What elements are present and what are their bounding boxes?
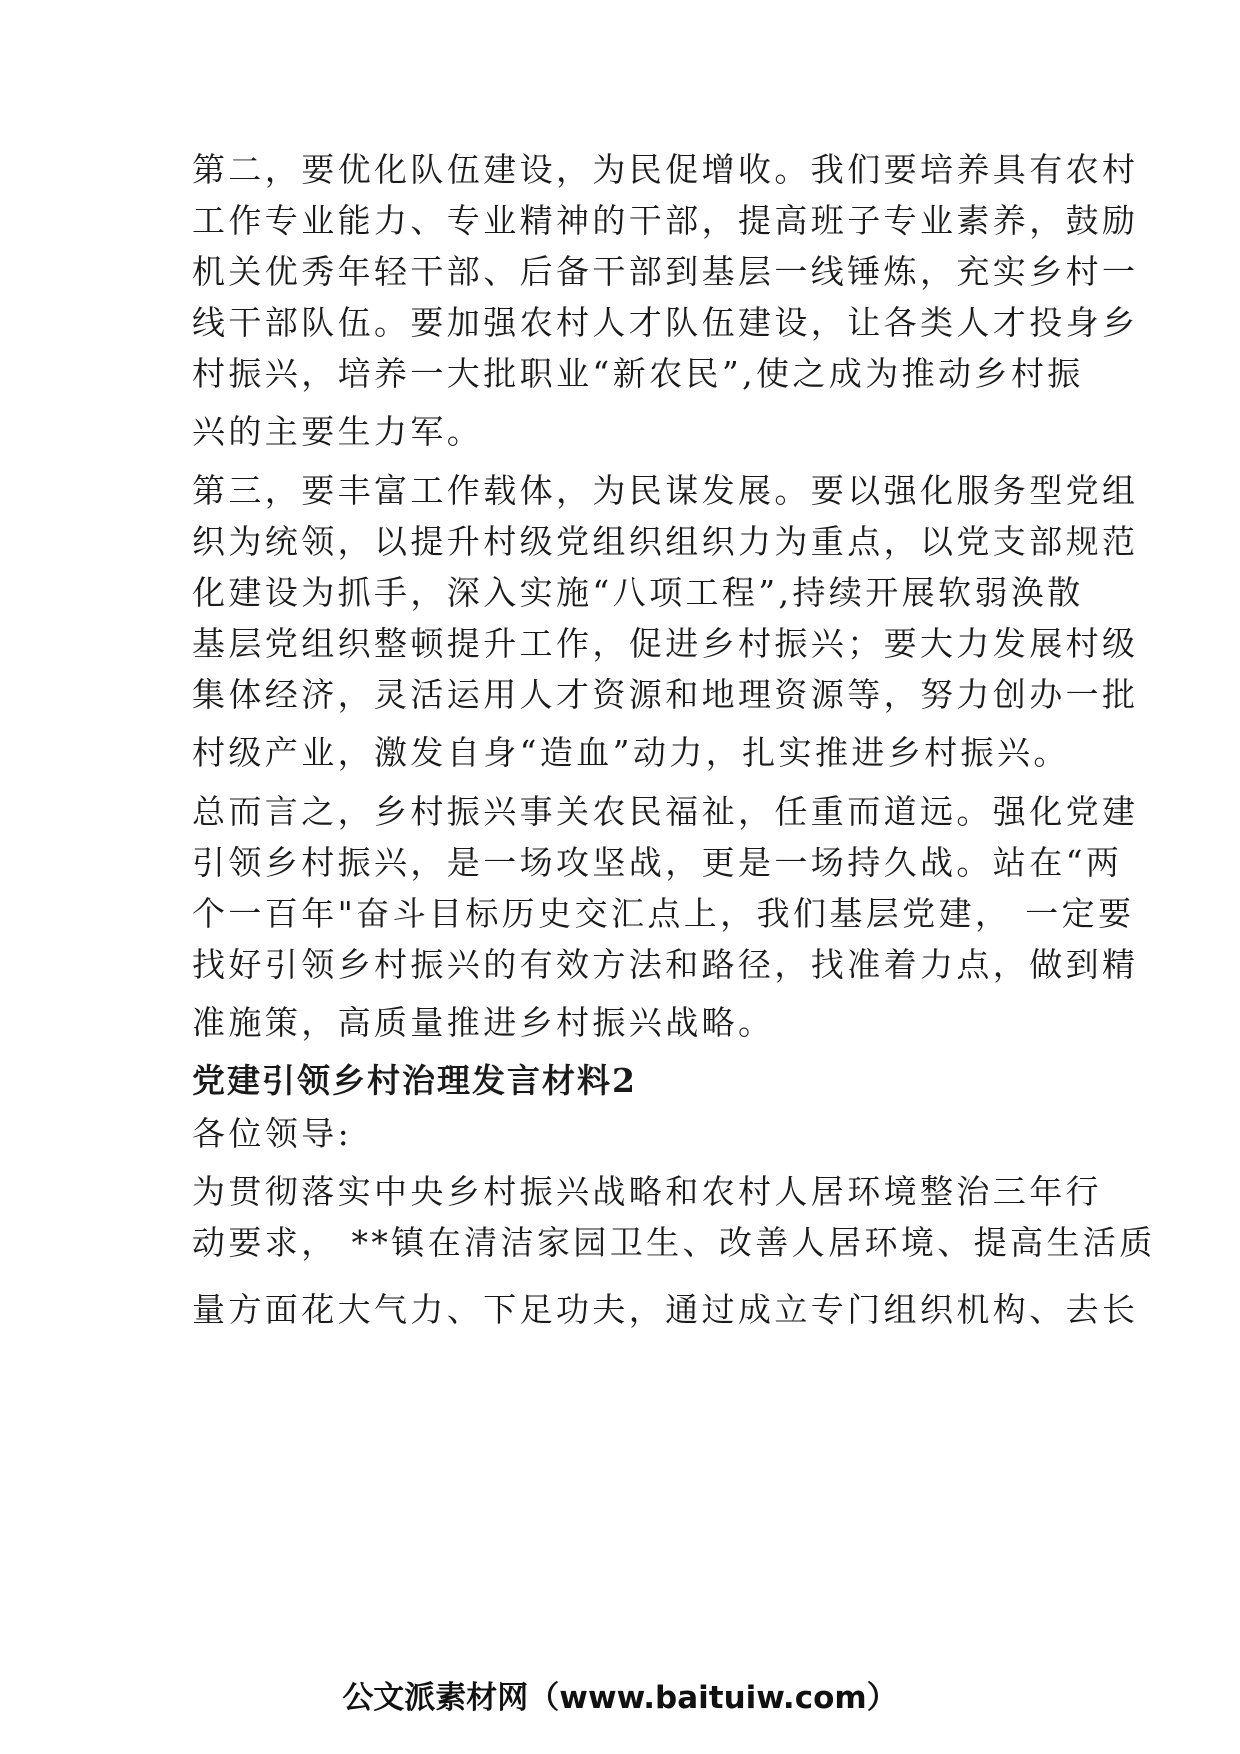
- text-line: 量方面花大气力、下足功夫，通过成立专门组织机构、去长: [192, 1290, 1139, 1329]
- text-line: 第二，要优化队伍建设，为民促增收。我们要培养具有农村: [192, 150, 1139, 189]
- text-line: 集体经济，灵活运用人才资源和地理资源等，努力创办一批: [192, 675, 1139, 714]
- footer-watermark: 公文派素材网（www.baituiw.com）: [342, 1680, 898, 1716]
- section-title: 党建引领乡村治理发言材料2: [192, 1061, 637, 1100]
- text-line: 第三，要丰富工作载体，为民谋发展。要以强化服务型党组: [192, 471, 1139, 510]
- text-line: 织为统领，以提升村级党组织组织力为重点，以党支部规范: [192, 522, 1139, 561]
- text-line: 准施策，高质量推进乡村振兴战略。: [192, 1003, 775, 1042]
- text-line: 兴的主要生力军。: [192, 412, 484, 451]
- text-line: 工作专业能力、专业精神的干部，提高班子专业素养，鼓励: [192, 201, 1139, 240]
- text-line: 个一百年"奋斗目标历史交汇点上，我们基层党建， 一定要: [192, 894, 1135, 933]
- text-line: 化建设为抓手，深入实施“八项工程”,持续开展软弱涣散: [192, 573, 1084, 612]
- text-line: 为贯彻落实中央乡村振兴战略和农村人居环境整治三年行: [192, 1172, 1102, 1211]
- text-line: 机关优秀年轻干部、后备干部到基层一线锤炼，充实乡村一: [192, 252, 1139, 291]
- text-line: 找好引领乡村振兴的有效方法和路径，找准着力点，做到精: [192, 945, 1139, 984]
- text-line: 总而言之，乡村振兴事关农民福祉，任重而道远。强化党建: [192, 792, 1139, 831]
- text-line: 动要求， **镇在清洁家园卫生、改善人居环境、提高生活质: [192, 1223, 1156, 1262]
- salutation: 各位领导:: [192, 1114, 353, 1153]
- text-line: 村振兴，培养一大批职业“新农民”,使之成为推动乡村振: [192, 354, 1084, 393]
- text-line: 村级产业，激发自身“造血”动力，扎实推进乡村振兴。: [192, 733, 1070, 772]
- text-line: 引领乡村振兴，是一场攻坚战，更是一场持久战。站在“两: [192, 843, 1123, 882]
- text-line: 基层党组织整顿提升工作，促进乡村振兴；要大力发展村级: [192, 624, 1139, 663]
- text-line: 线干部队伍。要加强农村人才队伍建设，让各类人才投身乡: [192, 303, 1139, 342]
